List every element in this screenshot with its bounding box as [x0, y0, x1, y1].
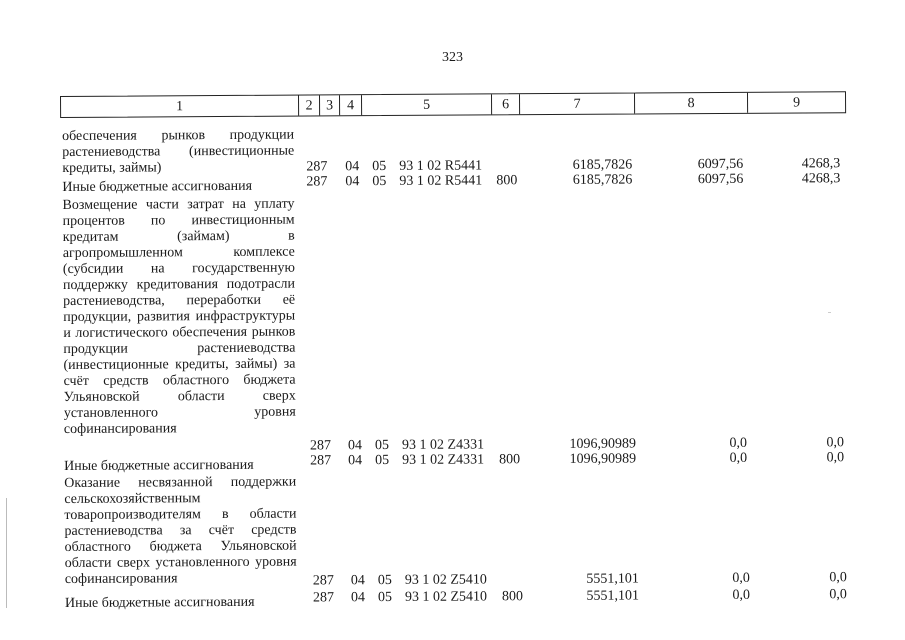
- row-code-3: 04: [347, 438, 363, 454]
- row-code-6: 800: [499, 452, 521, 468]
- row-value-9: 0,0: [826, 450, 845, 466]
- row-value-8: 6097,56: [697, 171, 744, 188]
- row-value-7: 6185,7826: [572, 172, 633, 188]
- page-number: 323: [442, 50, 463, 65]
- row-description: Оказание несвязанной поддержки сельскохозяйственным товаропроизводителям в области растениеводства за счёт средств областного бюджета Ульяновской области сверх установленного уровня софинансирования: [64, 474, 297, 587]
- column-header-1: 1: [61, 96, 299, 117]
- row-code-4: 05: [375, 452, 390, 469]
- row-code-4: 05: [377, 589, 392, 606]
- row-value-9: 0,0: [829, 587, 847, 603]
- row-value-9: 4268,3: [801, 156, 841, 172]
- row-code-2: 287: [309, 438, 332, 454]
- row-code-3: 04: [345, 159, 360, 175]
- row-code-3: 04: [350, 590, 365, 606]
- row-code-4: 05: [372, 159, 387, 175]
- row-value-7: 5551,101: [586, 571, 639, 587]
- row-code-5: 93 1 02 Z5410: [404, 589, 488, 605]
- row-value-8: 0,0: [732, 587, 750, 603]
- row-value-8: 6097,56: [697, 156, 744, 173]
- scan-margin-mark: [6, 498, 7, 608]
- column-header-9: 9: [793, 95, 801, 111]
- row-description: обеспечения рынков продукции растениеводства (инвестиционные кредиты, займы): [62, 127, 295, 176]
- row-code-2: 287: [310, 453, 332, 469]
- row-value-9: 0,0: [826, 435, 845, 451]
- column-header-4: 4: [340, 95, 362, 115]
- column-header-2: 2: [299, 95, 320, 115]
- row-value-7: 1096,90989: [569, 436, 637, 452]
- row-description: Иные бюджетные ассигнования: [62, 178, 253, 195]
- column-header-8: 8: [635, 93, 748, 114]
- row-value-8: 0,0: [729, 450, 748, 466]
- row-code-5: 93 1 02 Z5410: [404, 572, 487, 588]
- column-header-7: 7: [520, 93, 635, 114]
- row-value-7: 1096,90989: [569, 451, 637, 467]
- row-description: Иные бюджетные ассигнования: [64, 457, 254, 474]
- row-code-2: 287: [306, 159, 328, 175]
- row-code-2: 287: [306, 174, 328, 190]
- column-header-5: 5: [362, 94, 492, 115]
- row-code-3: 04: [350, 573, 365, 589]
- row-value-8: 0,0: [732, 570, 750, 586]
- row-value-9: 0,0: [829, 570, 847, 586]
- row-value-7: 6185,7826: [572, 157, 633, 173]
- row-code-5: 93 1 02 R5441: [399, 158, 483, 174]
- column-header-6: 6: [492, 94, 520, 114]
- scan-speck: [828, 312, 831, 313]
- row-code-2: 287: [312, 590, 334, 606]
- row-code-5: 93 1 02 R5441: [399, 173, 483, 189]
- row-value-8: 0,0: [729, 435, 748, 451]
- row-code-6: 800: [501, 589, 523, 605]
- column-header-3: 3: [320, 95, 340, 115]
- row-code-4: 05: [377, 572, 392, 589]
- row-code-6: 800: [496, 173, 518, 189]
- row-code-4: 05: [372, 174, 387, 190]
- row-value-9: 4268,3: [801, 171, 841, 187]
- row-code-5: 93 1 02 Z4331: [401, 437, 485, 453]
- row-code-4: 05: [374, 437, 390, 454]
- row-description: Иные бюджетные ассигнования: [64, 594, 255, 611]
- row-code-5: 93 1 02 Z4331: [402, 452, 485, 468]
- row-value-7: 5551,101: [586, 588, 639, 604]
- row-description: Возмещение части затрат на уплату процентов по инвестиционным кредитам (займам) в агропромышленном комплексе (субсидии на государственную поддержку кредитования подотрасли растениеводства, переработки её продукции, развития инфраструктуры и логистического обеспечения рынков продукции растениеводства (инвестиционные кредиты, займы) за счёт средств областного бюджета Ульяновской области сверх установленного уровня софинансирования: [62, 196, 296, 437]
- row-code-3: 04: [345, 174, 360, 190]
- row-code-2: 287: [312, 573, 334, 589]
- row-code-3: 04: [348, 453, 363, 469]
